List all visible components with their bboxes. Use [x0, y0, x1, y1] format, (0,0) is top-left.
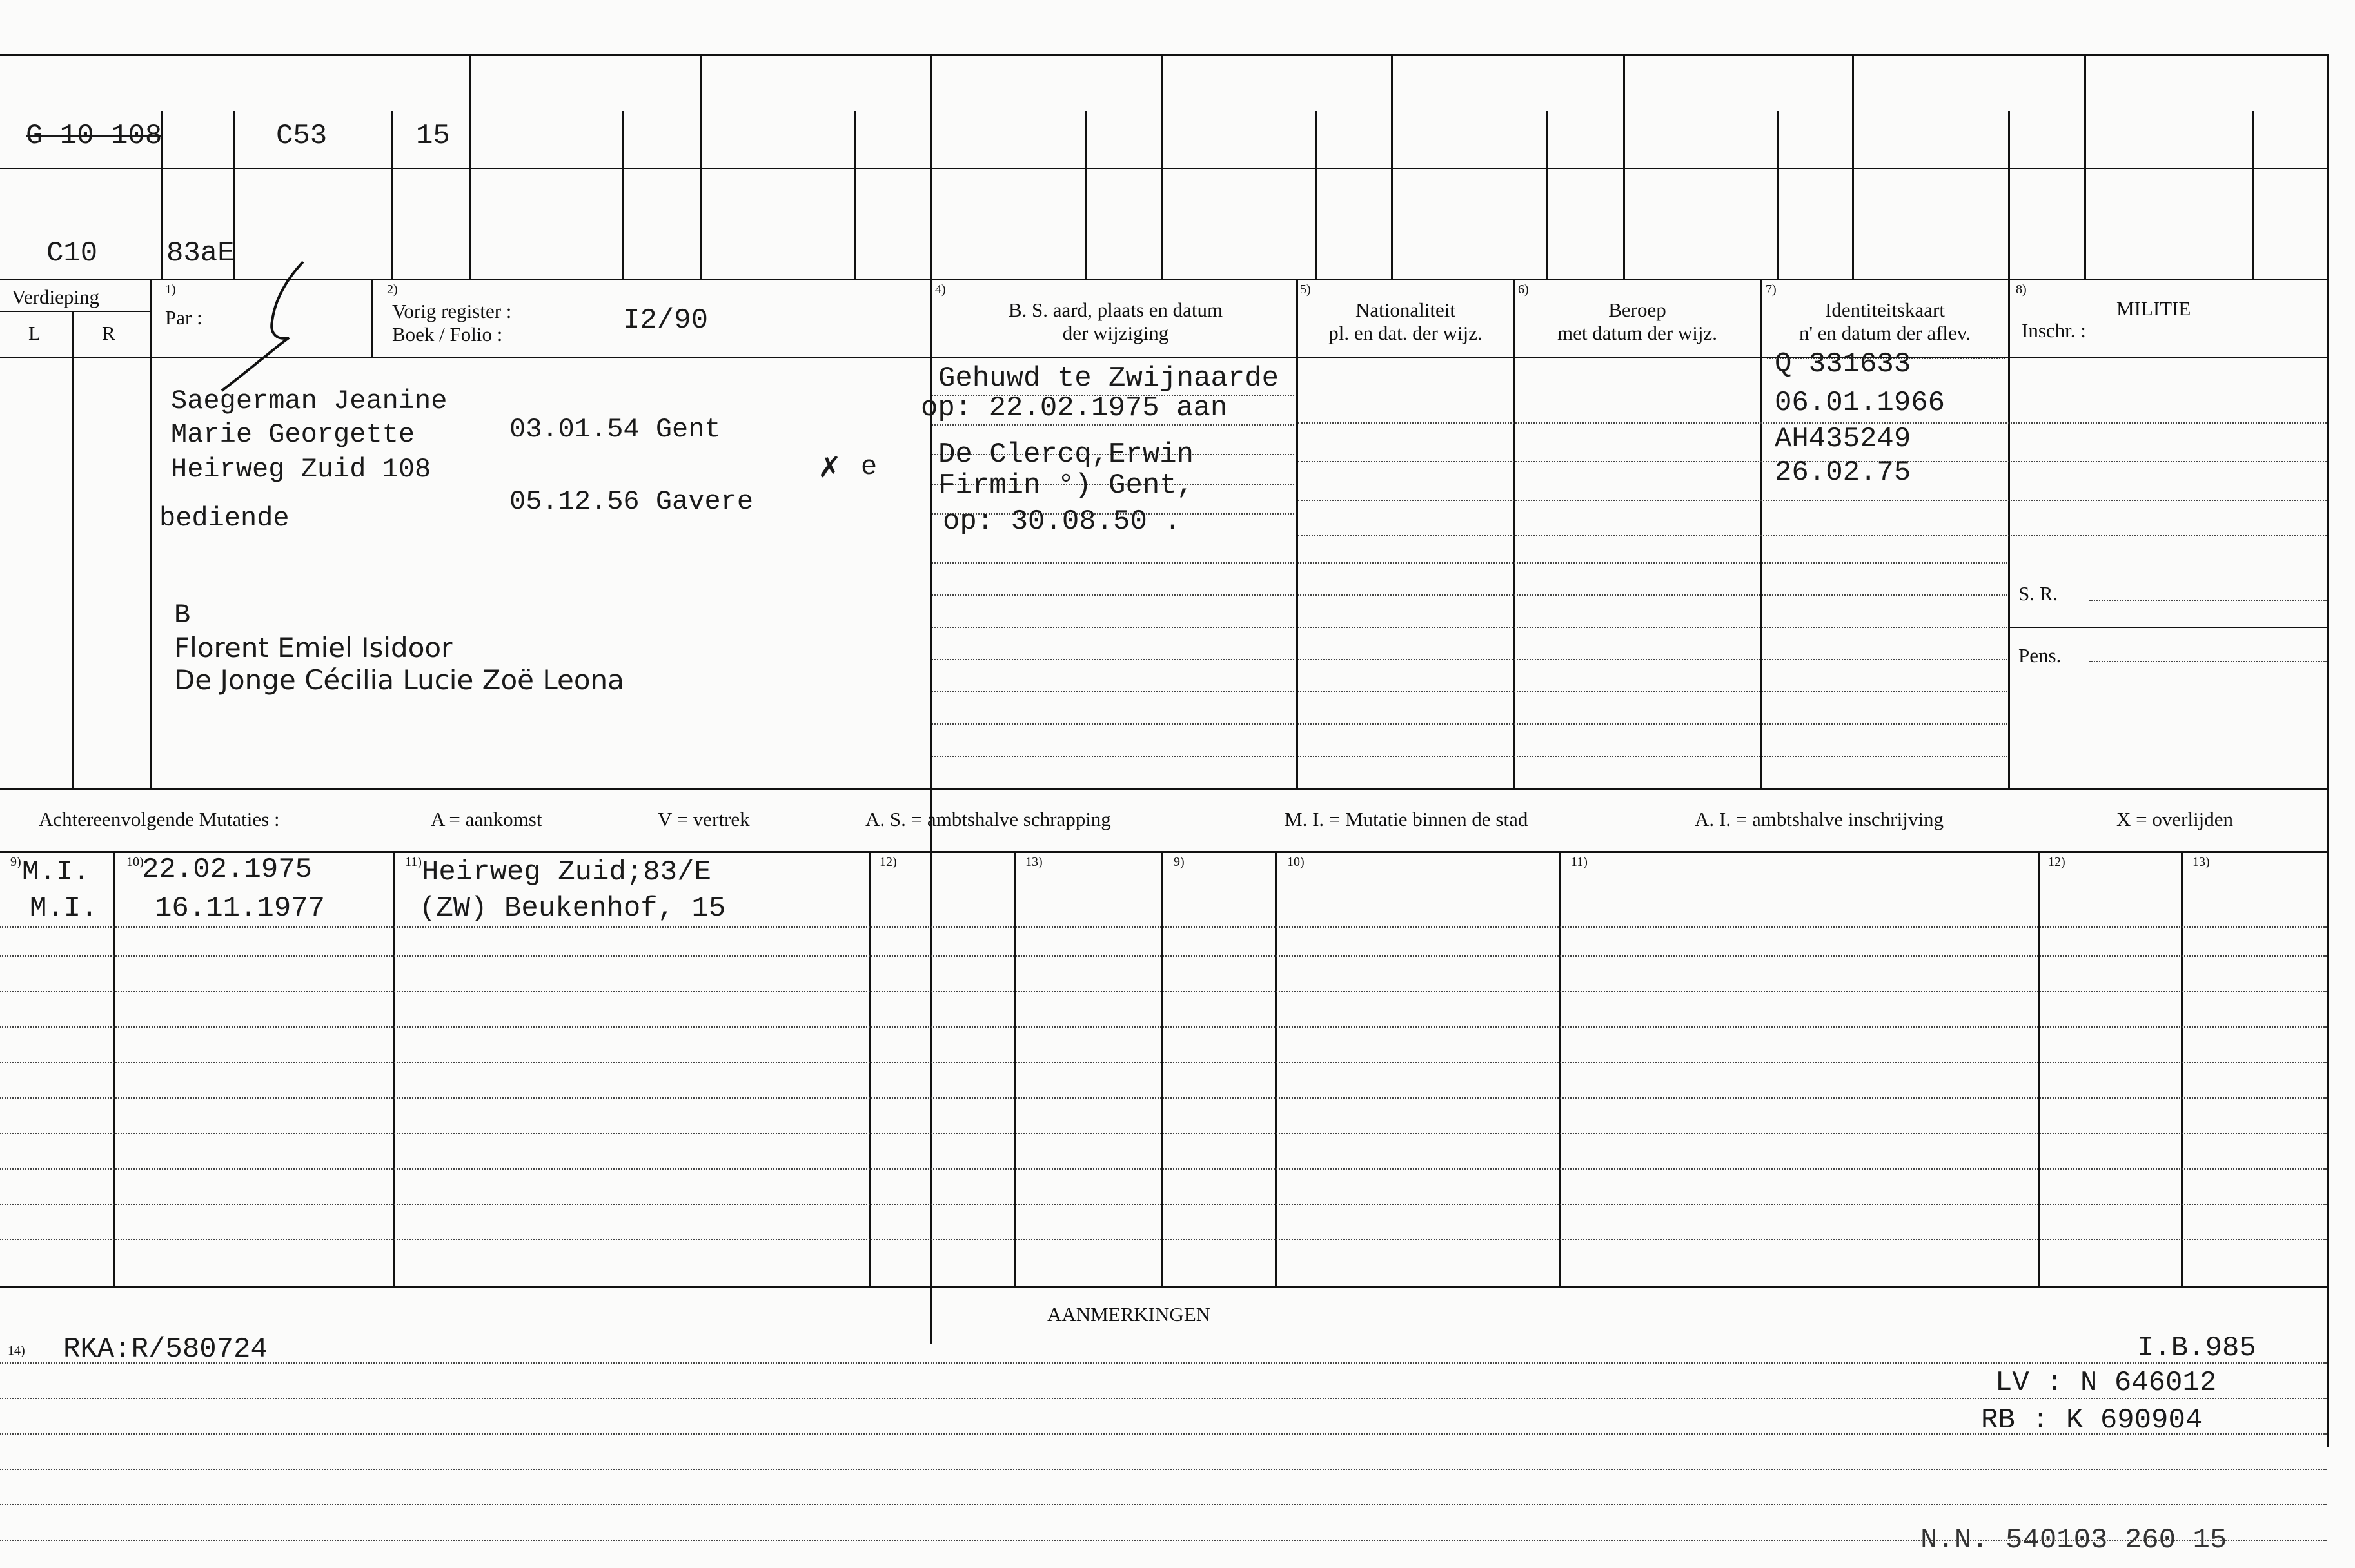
field-number-7: 7): [1766, 282, 1777, 297]
id-card-date-2: 26.02.75: [1775, 456, 1911, 489]
col-number-9: 9): [10, 855, 21, 869]
verdieping-label: Verdieping: [12, 286, 100, 308]
l-label: L: [28, 322, 41, 344]
col-number-11: 11): [405, 855, 422, 869]
field-number-6: 6): [1518, 282, 1529, 297]
identiteitskaart-line1: Identiteitskaart: [1825, 299, 1945, 321]
father-name: Florent Emiel Isidoor: [174, 632, 453, 663]
vorig-register-label: Vorig register :: [392, 300, 512, 322]
legend-title: Achtereenvolgende Mutaties :: [39, 808, 280, 830]
bracket-mark: [213, 257, 316, 398]
mother-name: De Jonge Cécilia Lucie Zoë Leona: [174, 664, 624, 696]
bs-line-2: op: 22.02.1975 aan: [921, 392, 1228, 424]
col-number-9b: 9): [1174, 855, 1185, 869]
militie-label: MILITIE: [2116, 297, 2191, 320]
legend-x: X = overlijden: [2116, 808, 2234, 830]
nationaliteit-line2: pl. en dat. der wijz.: [1328, 322, 1483, 344]
person-occupation: bediende: [159, 503, 290, 534]
x-marker-icon: ✗: [818, 451, 842, 484]
national-number: N.N. 540103 260 15: [1920, 1524, 2227, 1556]
legend-a: A = aankomst: [431, 808, 542, 830]
remarks-title: AANMERKINGEN: [1047, 1303, 1211, 1326]
person-name: Saegerman Jeanine: [171, 386, 448, 416]
legend-as: A. S. = ambtshalve schrapping: [865, 808, 1111, 830]
field-number-14: 14): [8, 1344, 25, 1358]
col-number-12: 12): [880, 855, 897, 869]
col-number-13b: 13): [2192, 855, 2210, 869]
id-card-date-1: 06.01.1966: [1775, 387, 1946, 419]
person-address: Heirweg Zuid 108: [171, 454, 431, 485]
bs-line-4: Firmin °) Gent,: [938, 469, 1194, 502]
r-label: R: [102, 322, 115, 344]
bs-line-5: op: 30.08.50 .: [943, 505, 1181, 538]
bs-line-3: De Clercq,Erwin: [938, 438, 1194, 471]
field-number-1: 1): [165, 282, 176, 297]
mutation-type: M.I.: [30, 892, 98, 925]
col-number-10: 10): [126, 855, 144, 869]
code-83ae: 83aE: [166, 237, 235, 270]
mutation-type: M.I.: [22, 856, 90, 888]
mutation-date: 16.11.1977: [155, 892, 326, 925]
id-card-number-1: Q 331633: [1775, 348, 1911, 380]
field-number-5: 5): [1300, 282, 1311, 297]
nationaliteit-line1: Nationaliteit: [1355, 299, 1455, 321]
mutation-date: 22.02.1975: [142, 854, 313, 886]
field-number-2: 2): [387, 282, 398, 297]
boek-folio-value: I2/90: [623, 304, 709, 337]
rka-reference: RKA:R/580724: [63, 1333, 268, 1366]
legend-ai: A. I. = ambtshalve inschrijving: [1695, 808, 1944, 830]
person-birth: 03.01.54 Gent: [509, 414, 721, 445]
col-number-11b: 11): [1571, 855, 1588, 869]
code-c53: C53: [276, 120, 328, 152]
person-marker: e: [861, 451, 878, 482]
inschr-label: Inschr. :: [2022, 319, 2086, 342]
mutation-address: (ZW) Beukenhof, 15: [419, 892, 726, 925]
boek-folio-label: Boek / Folio :: [392, 323, 503, 346]
field-number-4: 4): [935, 282, 946, 297]
ib-reference: I.B.985: [2137, 1332, 2256, 1364]
legend-v: V = vertrek: [658, 808, 750, 830]
pens-label: Pens.: [2018, 644, 2062, 667]
legend-mi: M. I. = Mutatie binnen de stad: [1285, 808, 1528, 830]
b-label: B: [174, 600, 191, 631]
code-c10: C10: [46, 237, 98, 270]
person-given-names: Marie Georgette: [171, 419, 415, 450]
bs-label-line1: B. S. aard, plaats en datum: [1008, 299, 1223, 321]
field-number-8: 8): [2016, 282, 2027, 297]
bs-line-1: Gehuwd te Zwijnaarde: [938, 362, 1279, 395]
person-arrival: 05.12.56 Gavere: [509, 486, 754, 517]
identiteitskaart-line2: n' en datum der aflev.: [1798, 322, 1971, 344]
beroep-line1: Beroep: [1608, 299, 1666, 321]
bs-label-line2: der wijziging: [1062, 322, 1169, 344]
par-label: Par :: [165, 306, 202, 329]
struck-code: G 10 108: [26, 120, 163, 152]
col-number-12b: 12): [2048, 855, 2065, 869]
col-number-13: 13): [1025, 855, 1043, 869]
lv-reference: LV : N 646012: [1995, 1367, 2217, 1399]
beroep-line2: met datum der wijz.: [1557, 322, 1717, 344]
col-number-10b: 10): [1287, 855, 1305, 869]
sr-label: S. R.: [2018, 582, 2058, 605]
mutation-address: Heirweg Zuid;83/E: [422, 856, 711, 888]
id-card-number-2: AH435249: [1775, 423, 1911, 455]
rb-reference: RB : K 690904: [1981, 1404, 2203, 1436]
code-15: 15: [416, 120, 450, 152]
